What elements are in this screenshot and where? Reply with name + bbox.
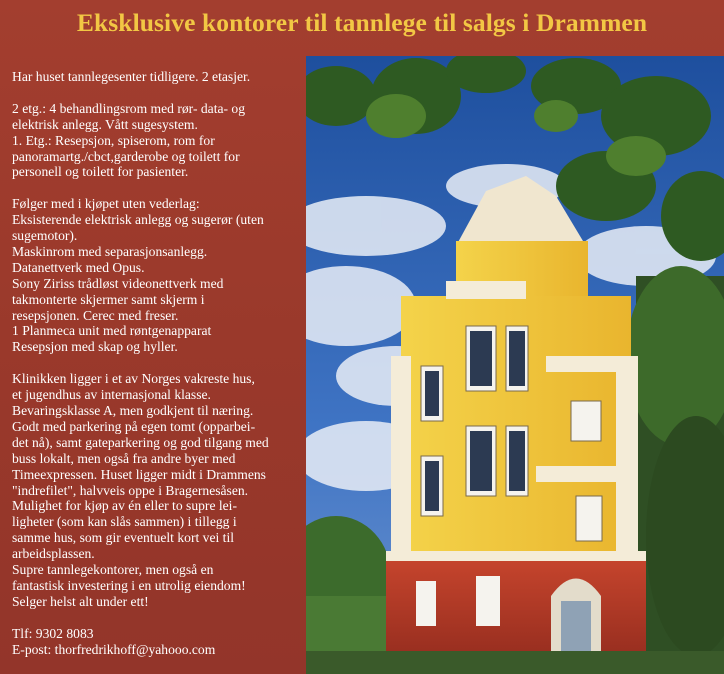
text-line: Eksisterende elektrisk anlegg og sugerør (uten	[12, 212, 264, 228]
jugend-house-illustration	[306, 56, 724, 674]
text-line: ligheter (som kan slås sammen) i tillegg i	[12, 514, 237, 530]
text-line: Tlf: 9302 8083	[12, 625, 94, 641]
text-line: Mulighet for kjøp av én eller to supre lei-	[12, 498, 237, 514]
house-photo	[306, 56, 724, 674]
text-line: Timeexpressen. Huset ligger midt i Drammens	[12, 466, 266, 482]
paragraph	[12, 196, 302, 355]
paragraph	[12, 69, 302, 85]
text-line: elektrisk anlegg. Vått sugesystem.	[12, 116, 198, 132]
text-line: Følger med i kjøpet uten vederlag:	[12, 196, 200, 212]
text-line: buss lokalt, men også fra andre byer med	[12, 450, 236, 466]
text-line: det nå), samt gateparkering og god tilgang med	[12, 434, 269, 450]
paragraph	[12, 371, 302, 610]
text-line: Sony Ziriss trådløst videonettverk med	[12, 275, 224, 291]
paragraph-gap	[12, 610, 302, 626]
text-line: Datanettverk med Opus.	[12, 259, 145, 275]
text-line: Selger helst alt under ett!	[12, 593, 149, 609]
paragraph-gap	[12, 85, 302, 101]
text-line: Klinikken ligger i et av Norges vakreste hus,	[12, 371, 255, 387]
text-line: Resepsjon med skap og hyller.	[12, 339, 178, 355]
text-line: resepsjonen. Cerec med freser.	[12, 307, 179, 323]
text-line: Maskinrom med separasjonsanlegg.	[12, 243, 208, 259]
paragraph	[12, 626, 302, 658]
text-line: Bevaringsklasse A, men godkjent til næring.	[12, 402, 254, 418]
text-line: et jugendhus av internasjonal klasse.	[12, 387, 211, 403]
text-line: arbeidsplassen.	[12, 546, 95, 562]
text-line: 2 etg.: 4 behandlingsrom med rør- data- og	[12, 100, 246, 116]
text-line: E-post: thorfredrikhoff@yahooo.com	[12, 641, 216, 657]
paragraph	[12, 101, 302, 181]
text-line: fantastisk investering i en utrolig eiendom!	[12, 577, 246, 593]
text-line: sugemotor).	[12, 228, 78, 244]
text-line: Har huset tannlegesenter tidligere. 2 etasjer.	[12, 69, 251, 84]
paragraph-gap	[12, 355, 302, 371]
headline: Eksklusive kontorer til tannlege til salgs i Drammen	[76, 8, 648, 37]
ad-body-text	[12, 69, 302, 657]
text-line: "indrefilet", halvveis oppe i Bragernesåsen.	[12, 482, 249, 498]
text-line: samme hus, som gir eventuelt kort vei til	[12, 530, 234, 546]
text-line: Godt med parkering på egen tomt (opparbei-	[12, 418, 256, 434]
text-line: personell og toilett for pasienter.	[12, 164, 189, 180]
text-line: 1. Etg.: Resepsjon, spiserom, rom for	[12, 132, 215, 148]
text-line: Supre tannlegekontorer, men også en	[12, 562, 214, 578]
paragraph-gap	[12, 180, 302, 196]
text-line: panoramartg./cbct,garderobe og toilett for	[12, 148, 240, 164]
text-line: takmonterte skjermer samt skjerm i	[12, 291, 205, 307]
text-line: 1 Planmeca unit med røntgenapparat	[12, 323, 212, 339]
